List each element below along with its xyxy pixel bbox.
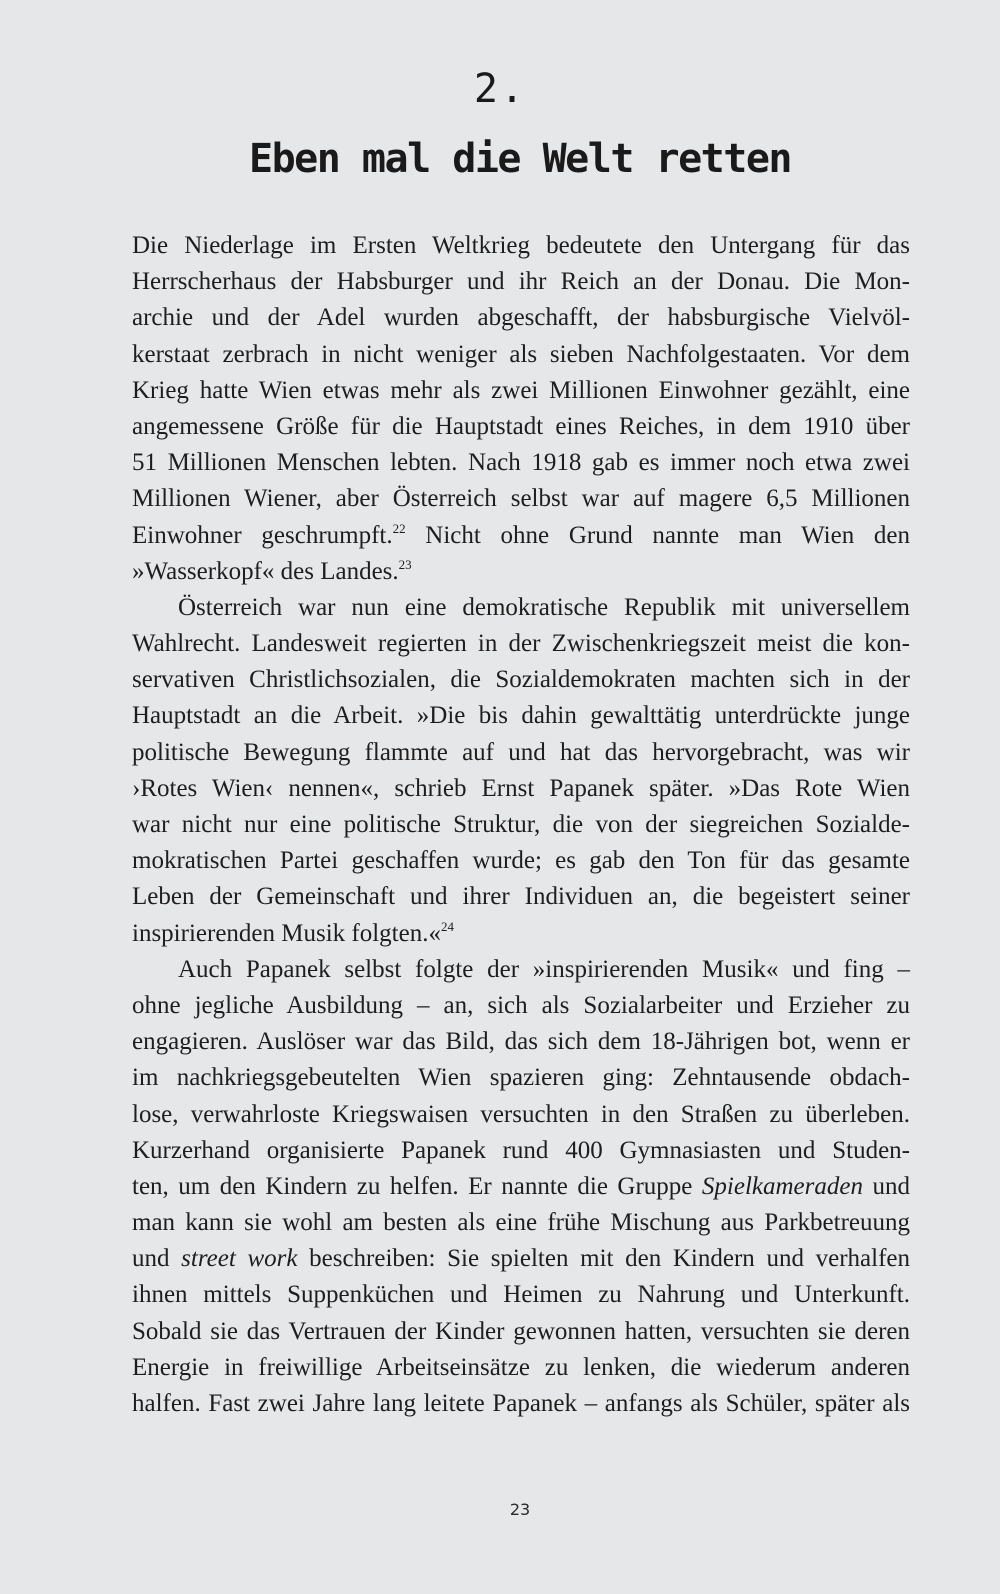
text-line: Herrscherhaus der Habsburger und ihr Reich an der Donau. Die Mon- [132, 268, 910, 296]
text-segment: ten, um den Kindern zu helfen. Er nannte die Gruppe [132, 1172, 702, 1200]
text-line: Energie in freiwillige Arbeitseinsätze zu lenken, die wiederum anderen [132, 1353, 910, 1381]
text-line [132, 554, 910, 590]
text-line: politische Bewegung flammte auf und hat das hervorgebracht, was wir [132, 738, 910, 766]
text-line: Millionen Wiener, aber Österreich selbst war auf magere 6,5 Millionen [132, 485, 910, 513]
text-segment: Nicht ohne Grund nannte man Wien den [405, 521, 910, 549]
text-segment: inspirierenden Musik folgten.« [132, 919, 441, 947]
italic-term: Spielkameraden [701, 1172, 863, 1200]
text-line: mokratischen Partei geschaffen wurde; es gab den Ton für das gesamte [132, 847, 910, 875]
text-segment: beschreiben: Sie spielten mit den Kindern und verhalfen [297, 1245, 911, 1273]
body-text [132, 228, 910, 1422]
footnote-marker[interactable]: 24 [440, 918, 454, 934]
text-line: lose, verwahrloste Kriegswaisen versuchten in den Straßen zu überleben. [132, 1100, 910, 1128]
text-line: Krieg hatte Wien etwas mehr als zwei Millionen Einwohner gezählt, eine [132, 376, 910, 404]
italic-term: street work [181, 1245, 298, 1273]
footnote-marker[interactable]: 23 [398, 556, 412, 572]
text-line: servativen Christlichsozialen, die Sozialdemokraten machten sich in der [132, 666, 910, 694]
page-number: 23 [509, 1500, 531, 1519]
text-line: Österreich war nun eine demokratische Republik mit universellem [178, 593, 910, 621]
text-line [132, 1241, 910, 1277]
text-segment: und [862, 1172, 910, 1200]
text-line [132, 916, 910, 952]
text-line: Die Niederlage im Ersten Weltkrieg bedeutete den Untergang für das [132, 232, 910, 259]
text-line: ihnen mittels Suppenküchen und Heimen zu Nahrung und Unterkunft. [132, 1281, 910, 1309]
text-line: Wahlrecht. Landesweit regierten in der Zwischenkriegszeit meist die kon- [132, 630, 910, 658]
text-line: Hauptstadt an die Arbeit. »Die bis dahin gewalttätig unterdrückte junge [132, 702, 910, 730]
text-segment: »Wasserkopf« des Landes. [132, 557, 399, 585]
text-line: war nicht nur eine politische Struktur, die von der siegreichen Sozialde- [132, 811, 910, 838]
text-line: man kann sie wohl am besten als eine frühe Mischung aus Parkbetreuung [132, 1209, 910, 1237]
chapter-title: Eben mal die Welt retten [249, 136, 791, 182]
text-line: Sobald sie das Vertrauen der Kinder gewonnen hatten, versuchten sie deren [132, 1317, 910, 1345]
text-line: im nachkriegsgebeutelten Wien spazieren ging: Zehntausende obdach- [132, 1064, 910, 1092]
text-line: kerstaat zerbrach in nicht weniger als sieben Nachfolgestaaten. Vor dem [132, 340, 910, 368]
text-line: halfen. Fast zwei Jahre lang leitete Papanek – anfangs als Schüler, später als [132, 1390, 910, 1417]
text-line: Auch Papanek selbst folgte der »inspirierenden Musik« und fing – [178, 955, 910, 983]
text-segment: Einwohner geschrumpft. [132, 521, 393, 549]
text-segment: und [132, 1245, 182, 1273]
chapter-number: 2. [473, 66, 527, 112]
text-line: ohne jegliche Ausbildung – an, sich als Sozialarbeiter und Erzieher zu [132, 991, 910, 1019]
text-line: Leben der Gemeinschaft und ihrer Individuen an, die begeistert seiner [132, 883, 910, 911]
text-line: angemessene Größe für die Hauptstadt eines Reiches, in dem 1910 über [132, 412, 910, 440]
text-line: ›Rotes Wien‹ nennen«, schrieb Ernst Papanek später. »Das Rote Wien [132, 774, 910, 802]
footnote-marker[interactable]: 22 [392, 520, 406, 536]
text-line: Kurzerhand organisierte Papanek rund 400 Gymnasiasten und Studen- [132, 1136, 910, 1164]
text-line: archie und der Adel wurden abgeschafft, der habsburgische Vielvöl- [132, 304, 910, 332]
text-line: engagieren. Auslöser war das Bild, das sich dem 18-Jährigen bot, wenn er [132, 1028, 910, 1056]
text-line: 51 Millionen Menschen lebten. Nach 1918 gab es immer noch etwa zwei [132, 449, 910, 477]
text-line [132, 1169, 910, 1205]
text-line [132, 518, 910, 554]
